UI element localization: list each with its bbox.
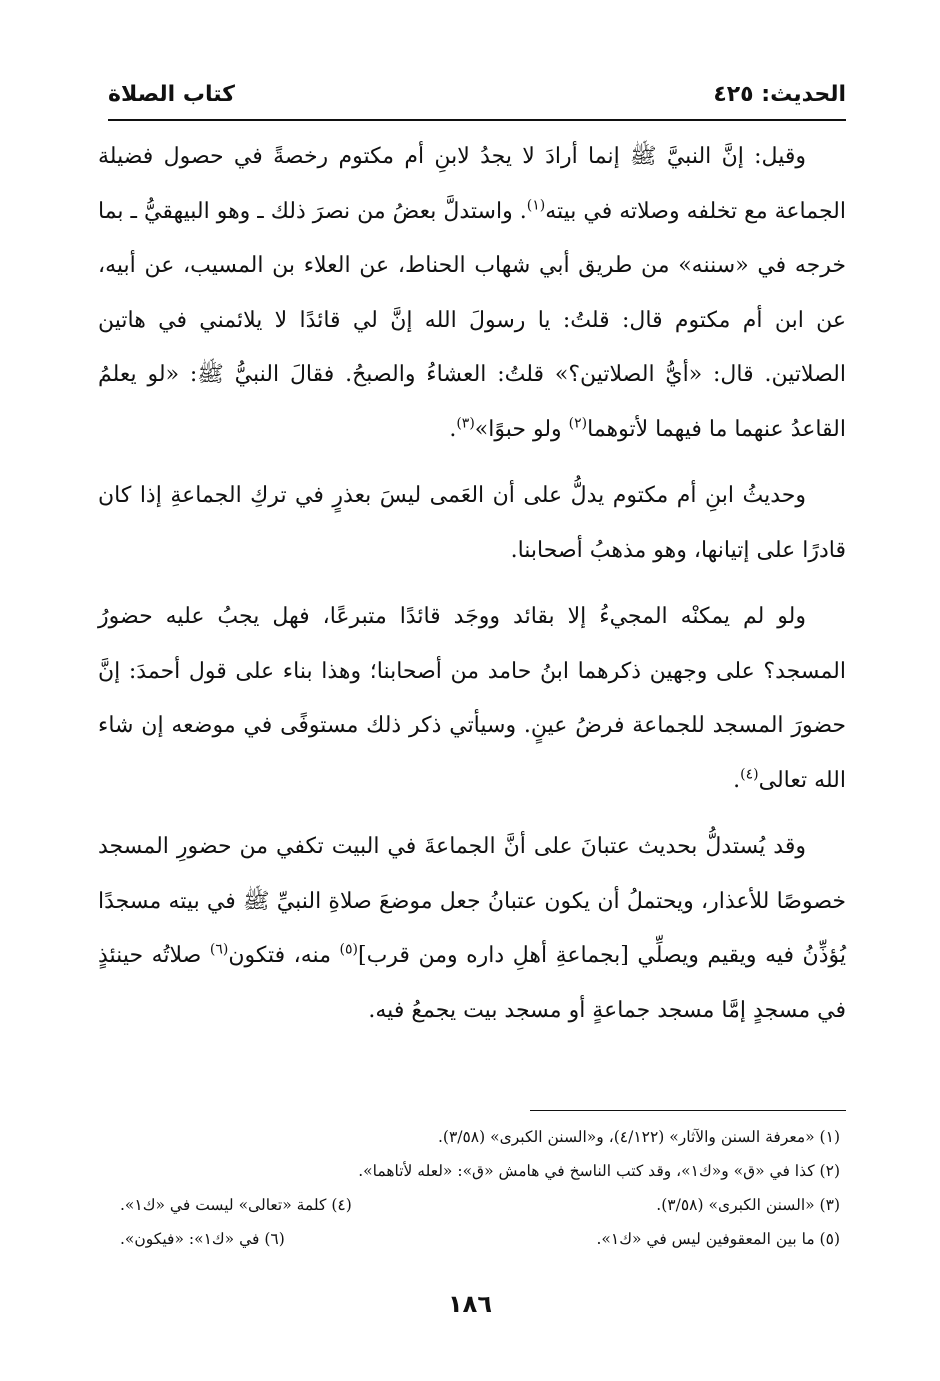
page-header (108, 72, 846, 116)
footnotes (120, 1120, 840, 1256)
footnote-3: (٣) «السنن الكبرى» (٣/٥٨). (656, 1196, 840, 1214)
footnote-divider (530, 1110, 846, 1111)
footnote-ref-6: (٦) (209, 941, 229, 958)
header-divider (108, 119, 846, 121)
paragraph-4: وقد يُستدلُّ بحديث عتبانَ على أنَّ الجماعةَ في البيت تكفي من حضورِ المسجد خصوصًا للأعذار، ويحتملُ أن يكون عتبانُ جعل موضعَ صلاةِ النبيِّ ﷺ في بيته مسجدًا يُؤذِّنُ فيه ويقيم ويصلِّي [بجماعةِ أهلِ داره ومن قرب]$^{(٥)}$ منه، فتكون$^{(٦)}$ صلاتُه حينئذٍ في مسجدٍ إمَّا مسجد جماعةٍ أو مسجد بيت يجمعُ فيه. (98, 834, 846, 1023)
main-text (98, 130, 846, 1050)
hadith-number: الحديث: ٤٢٥ (713, 81, 846, 107)
footnote-1: (١) «معرفة السنن والآثار» (٤/١٢٢)، و«السنن الكبرى» (٣/٥٨). (437, 1128, 840, 1146)
footnote-ref-1: (١) (526, 197, 546, 214)
paragraph-1: وقيل: إنَّ النبيَّ ﷺ إنما أرادَ لا يجدُ لابنِ أم مكتوم رخصةً في حصول فضيلة الجماعة مع تخلفه وصلاته في بيته$^{(١)}$. واستدلَّ بعضُ من نصرَ ذلك ـ وهو البيهقيُّ ـ بما خرجه في «سننه» من طريق أبي شهاب الحناط، عن العلاء بن المسيب، عن أبيه، عن ابن أم مكتوم قال: قلتُ: يا رسولَ الله إنَّ لي قائدًا لا يلائمني في هاتين الصلاتين. قال: «أيُّ الصلاتين؟» قلتُ: العشاءُ والصبحُ. فقالَ النبيُّ ﷺ: «لو يعلمُ القاعدُ عنهما ما فيهما لأتوهما$^{(٢)}$ ولو حبوًا»$^{(٣)}$. (98, 144, 846, 442)
section-title: كتاب الصلاة (108, 81, 235, 107)
footnote-ref-2: (٢) (568, 415, 588, 432)
footnote-2: (٢) كذا في «ق» و«ك١»، وقد كتب الناسخ في هامش «ق»: «لعله لأتاهما». (358, 1162, 840, 1180)
paragraph-2: وحديثُ ابنِ أم مكتوم يدلُّ على أن العَمى ليسَ بعذرٍ في تركِ الجماعةِ إذا كان قادرًا على إتيانها، وهو مذهبُ أصحابنا. (98, 483, 846, 563)
footnote-row-5-6 (120, 1222, 840, 1256)
footnote-4: (٤) كلمة «تعالى» ليست في «ك١». (120, 1196, 352, 1214)
footnote-ref-3: (٣) (456, 415, 475, 432)
page-number: ١٨٦ (448, 1290, 492, 1318)
footnote-ref-4: (٤) (740, 766, 759, 783)
footnote-5: (٥) ما بين المعقوفين ليس في «ك١». (596, 1230, 840, 1248)
paragraph-3: ولو لم يمكنْه المجيءُ إلا بقائد ووجَد قائدًا متبرعًا، فهل يجبُ عليه حضورُ المسجد؟ على وجهين ذكرهما ابنُ حامد من أصحابنا؛ وهذا بناء على قول أحمدَ: إنَّ حضورَ المسجد للجماعة فرضُ عينٍ. وسيأتي ذكر ذلك مستوفًى في موضعه إن شاء الله تعالى$^{(٤)}$. (98, 604, 846, 793)
footnote-6: (٦) في «ك١»: «فيكون». (120, 1230, 285, 1248)
footnote-ref-5: (٥) (339, 941, 358, 958)
footnote-row-3-4 (120, 1188, 840, 1222)
